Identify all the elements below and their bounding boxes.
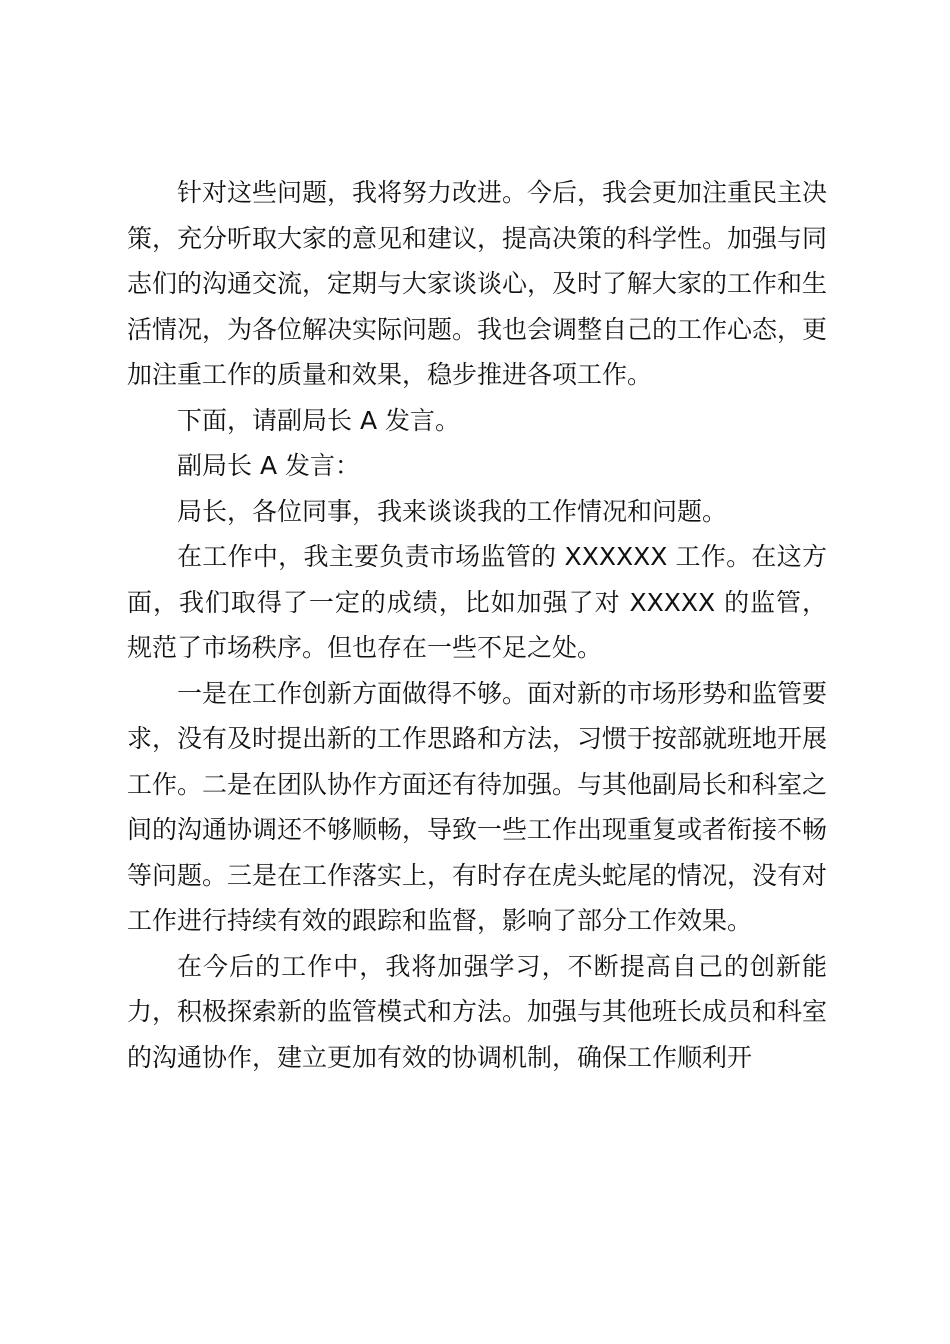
paragraph-work-overview: 在工作中，我主要负责市场监管的 XXXXXX 工作。在这方面，我们取得了一定的成绩，比如加强了对 XXXXX 的监管，规范了市场秩序。但也存在一些不足之处。 [127,542,827,662]
paragraph-deputy-greeting: 局长，各位同事，我来谈谈我的工作情况和问题。 [177,496,728,526]
paragraph-problems: 一是在工作创新方面做得不够。面对新的市场形势和监管要求，没有及时提出新的工作思路和方法，习惯于按部就班地开展工作。二是在团队协作方面还有待加强。与其他副局长和科室之间的沟通协调还不够顺畅，导致一些工作出现重复或者衔接不畅等问题。三是在工作落实上，有时存在虎头蛇尾的情况，没有对工作进行持续有效的跟踪和监督，影响了部分工作效果。 [127,678,828,935]
document-body [127,170,827,1080]
paragraph-future-work: 在今后的工作中，我将加强学习，不断提高自己的创新能力，积极探索新的监管模式和方法。加强与其他班长成员和科室的沟通协作，建立更加有效的协调机制，确保工作顺利开 [127,951,828,1072]
paragraph-improvement-plan: 针对这些问题，我将努力改进。今后，我会更加注重民主决策，充分听取大家的意见和建议，提高决策的科学性。加强与同志们的沟通交流，定期与大家谈谈心，及时了解大家的工作和生活情况，为各位解决实际问题。我也会调整自己的工作心态，更加注重工作的质量和效果，稳步推进各项工作。 [127,178,828,389]
paragraph-invite-deputy: 下面，请副局长 A 发言。 [177,405,460,435]
paragraph-deputy-heading: 副局长 A 发言： [177,451,360,480]
